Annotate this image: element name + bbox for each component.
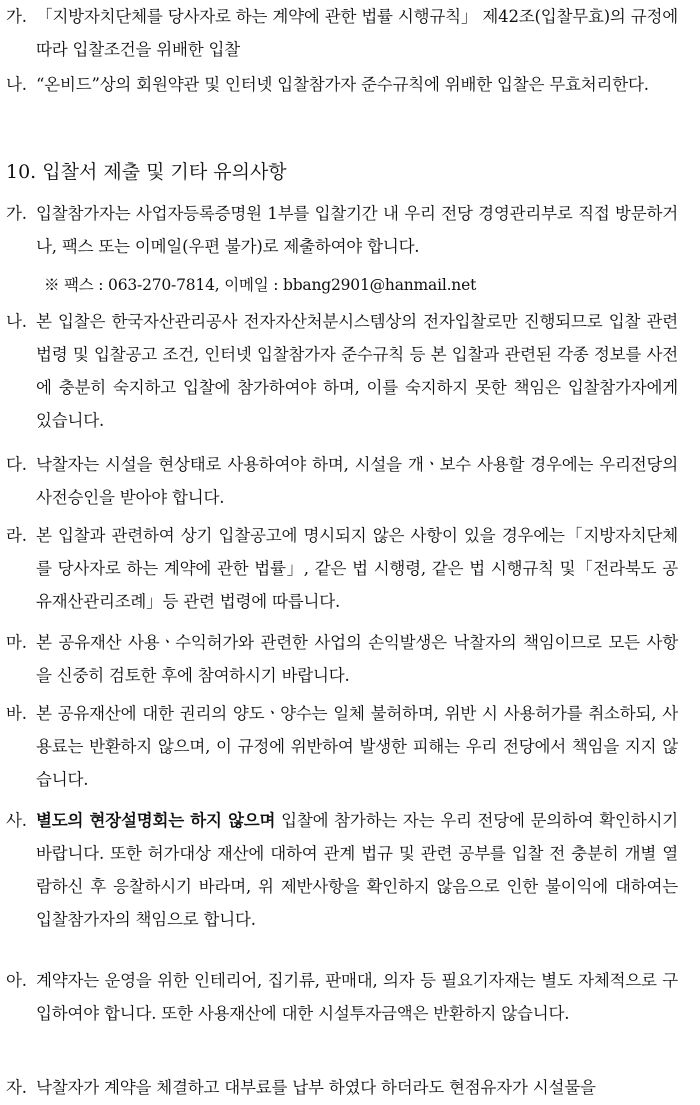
item-text: “온비드”상의 회원약관 및 인터넷 입찰참가자 준수규칙에 위배한 입찰은 무효처리한다. [36, 75, 649, 94]
item-marker: 가. [6, 204, 27, 223]
item-marker: 자. [6, 1078, 27, 1097]
list-item [6, 305, 678, 437]
item-text: 본 공유재산 사용ㆍ수익허가와 관련한 사업의 손익발생은 낙찰자의 책임이므로 모든 사항을 신중히 검토한 후에 참여하시기 바랍니다. [36, 633, 678, 685]
list-item [6, 68, 678, 101]
item-marker: 바. [6, 704, 27, 723]
list-item [6, 1071, 678, 1104]
item-text: 본 공유재산에 대한 권리의 양도ㆍ양수는 일체 불허하며, 위반 시 사용허가를 취소하되, 사용료는 반환하지 않으며, 이 규정에 위반하여 발생한 피해는 우리 전당에서 책임을 지지 않습니다. [36, 704, 678, 789]
item-marker: 사. [6, 811, 27, 830]
item-text: 입찰참가자는 사업자등록증명원 1부를 입찰기간 내 우리 전당 경영관리부로 직접 방문하거나, 팩스 또는 이메일(우편 불가)로 제출하여야 합니다. [36, 204, 678, 256]
item-text: 「지방자치단체를 당사자로 하는 계약에 관한 법률 시행규칙」 제42조(입찰무효)의 규정에 따라 입찰조건을 위배한 입찰 [36, 7, 678, 59]
list-item [6, 626, 678, 692]
item-marker: 아. [6, 971, 27, 990]
emphasis-text: 별도의 현장설명회는 하지 않으며 [36, 811, 276, 830]
item-text: 낙찰자는 시설을 현상태로 사용하여야 하며, 시설을 개ㆍ보수 사용할 경우에는 우리전당의 사전승인을 받아야 합니다. [36, 455, 678, 507]
item-text: 본 입찰은 한국자산관리공사 전자자산처분시스템상의 전자입찰로만 진행되므로 입찰 관련 법령 및 입찰공고 조건, 인터넷 입찰참가자 준수규칙 등 본 입찰과 관련된 각종 정보를 사전에 충분히 숙지하고 입찰에 참가하여야 하며, 이를 숙지하지 못한 책임은 입찰참가자에게 있습니다. [36, 312, 678, 430]
list-item [6, 448, 678, 514]
item-marker: 나. [6, 312, 27, 331]
list-item [6, 519, 678, 618]
section-title: 10. 입찰서 제출 및 기타 유의사항 [6, 161, 287, 183]
list-item [6, 804, 678, 936]
item-text: 낙찰자가 계약을 체결하고 대부료를 납부 하였다 하더라도 현점유자가 시설물을 [36, 1078, 596, 1097]
item-marker: 마. [6, 633, 27, 652]
item-marker: 가. [6, 7, 27, 26]
contact-note: ※ 팩스 : 063-270-7814, 이메일 : bbang2901@hanmail.net [44, 276, 477, 294]
item-marker: 다. [6, 455, 27, 474]
item-marker: 라. [6, 526, 27, 545]
list-item [6, 0, 678, 66]
item-text: 계약자는 운영을 위한 인테리어, 집기류, 판매대, 의자 등 필요기자재는 별도 자체적으로 구입하여야 합니다. 또한 사용재산에 대한 시설투자금액은 반환하지 않습니다. [36, 971, 678, 1023]
list-item [6, 197, 678, 263]
list-item [6, 964, 678, 1030]
item-text: 입찰에 참가하는 자는 우리 전당에 문의하여 확인하시기 바랍니다. 또한 허가대상 재산에 대하여 관계 법규 및 관련 공부를 입찰 전 충분히 개별 열람하신 후 응찰하시기 바라며, 위 제반사항을 확인하지 않음으로 인한 불이익에 대하여는 입찰참가자의 책임으로 합니다. [36, 811, 679, 929]
item-marker: 나. [6, 75, 27, 94]
list-item [6, 697, 678, 796]
item-text: 본 입찰과 관련하여 상기 입찰공고에 명시되지 않은 사항이 있을 경우에는「지방자치단체를 당사자로 하는 계약에 관한 법률」, 같은 법 시행령, 같은 법 시행규칙 및「전라북도 공유재산관리조례」등 관련 법령에 따릅니다. [36, 526, 678, 611]
